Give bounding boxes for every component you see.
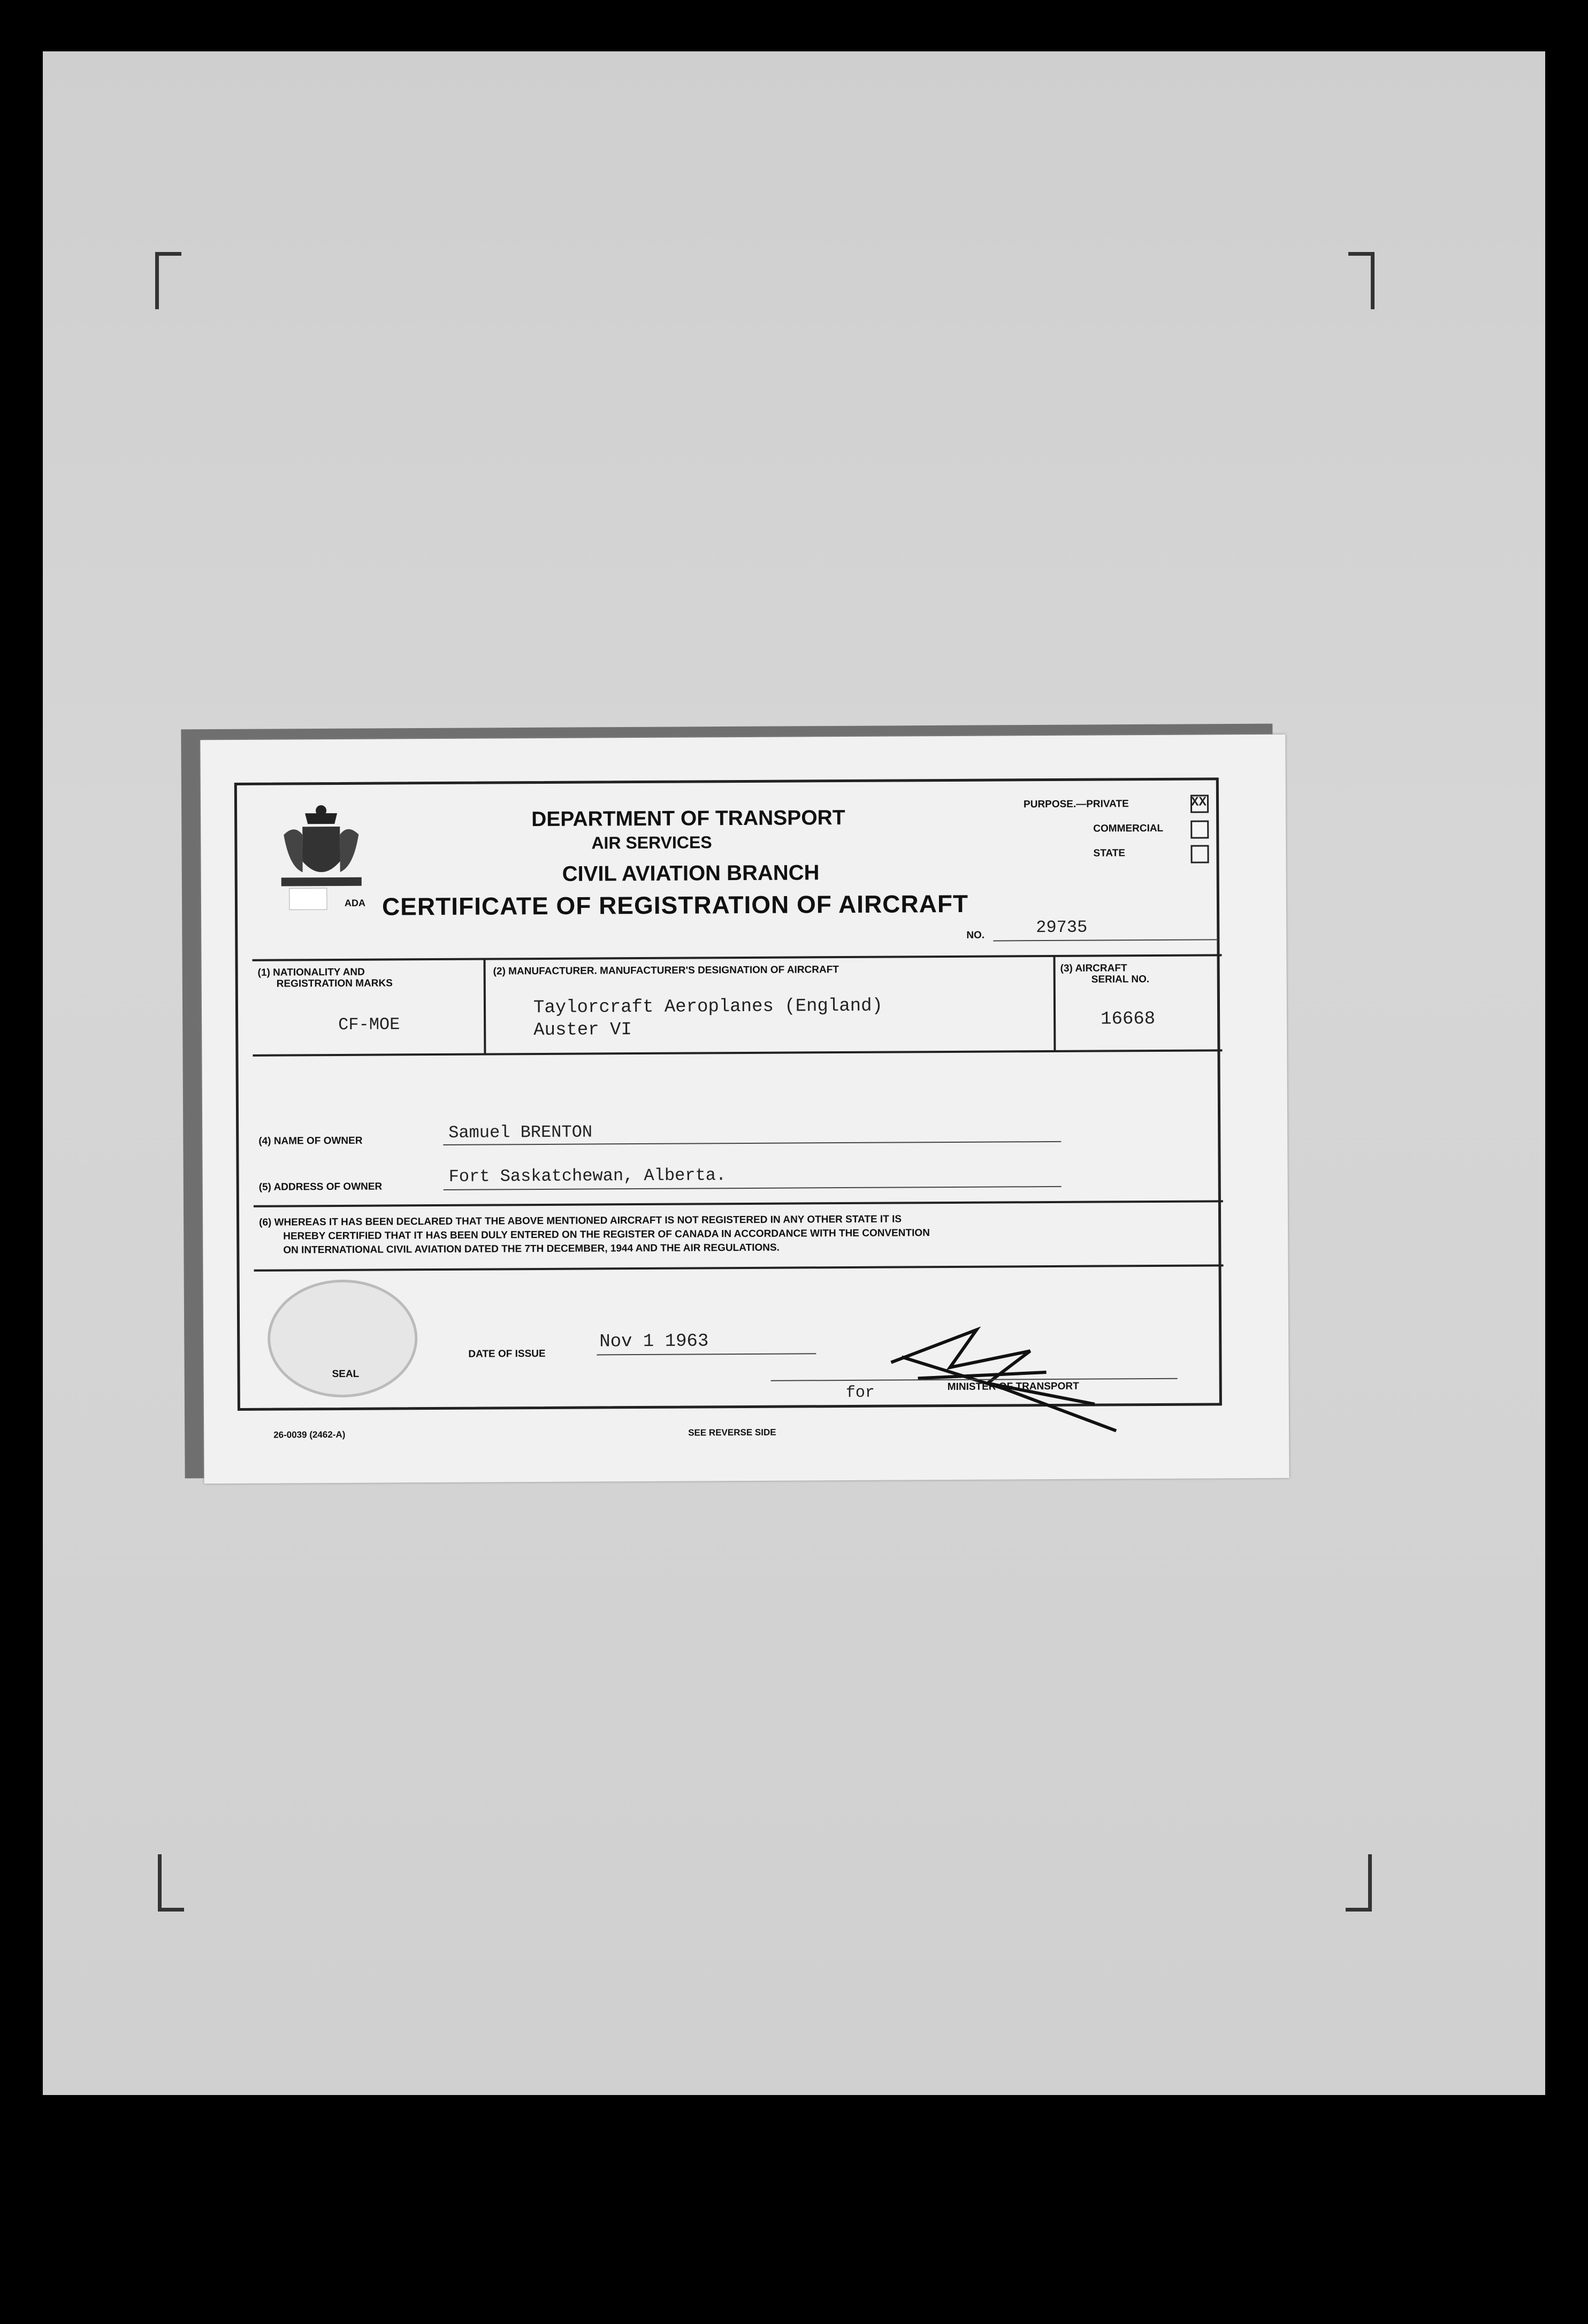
nationality-value: CF-MOE [338,1014,400,1035]
address-value: Fort Saskatchewan, Alberta. [448,1165,727,1187]
manufacturer-label: (2) MANUFACTURER. MANUFACTURER'S DESIGNATION OF AIRCRAFT [493,964,839,977]
crop-mark-bottom-right [1346,1854,1372,1912]
film-page [43,51,1545,2095]
branch-title: CIVIL AVIATION BRANCH [562,861,820,886]
registration-certificate [200,735,1289,1484]
see-reverse-side: SEE REVERSE SIDE [688,1427,776,1438]
minister-signature [869,1318,1148,1438]
purpose-private-label: PURPOSE.—PRIVATE [1023,798,1129,811]
declaration-line-1: (6) WHEREAS IT HAS BEEN DECLARED THAT THE ABOVE MENTIONED AIRCRAFT IS NOT REGISTERED IN ANY OTHER STATE IT IS [259,1213,902,1228]
nationality-label-1: (1) NATIONALITY AND [257,966,365,978]
air-services-title: AIR SERVICES [591,832,712,853]
crop-mark-top-right [1348,252,1375,309]
form-number: 26-0039 (2462-A) [273,1429,346,1440]
owner-label: (4) NAME OF OWNER [258,1135,363,1147]
seal-label: SEAL [332,1368,360,1380]
minister-label: MINISTER OF TRANSPORT [947,1380,1079,1393]
declaration-line-3: ON INTERNATIONAL CIVIL AVIATION DATED THE 7TH DECEMBER, 1944 AND THE AIR REGULATIONS. [283,1242,780,1256]
number-label: NO. [966,929,985,941]
purpose-commercial-checkbox[interactable] [1190,820,1209,838]
crop-mark-top-left [155,252,181,309]
address-label: (5) ADDRESS OF OWNER [258,1181,383,1193]
purpose-private-mark: XX [1190,795,1207,810]
department-title: DEPARTMENT OF TRANSPORT [531,806,845,831]
date-of-issue-label: DATE OF ISSUE [468,1348,546,1360]
owner-value: Samuel BRENTON [448,1122,593,1143]
manufacturer-value: Taylorcraft Aeroplanes (England) [533,996,883,1019]
purpose-private-checkbox[interactable] [1190,794,1209,813]
date-of-issue-value: Nov 1 1963 [599,1331,709,1352]
serial-label-2: SERIAL NO. [1091,974,1150,985]
certificate-title: CERTIFICATE OF REGISTRATION OF AIRCRAFT [381,889,969,921]
purpose-state-label: STATE [1093,847,1126,859]
declaration-line-2: HEREBY CERTIFIED THAT IT HAS BEEN DULY ENTERED ON THE REGISTER OF CANADA IN ACCORDANCE WITH THE CONVENTION [283,1227,930,1242]
nationality-label-2: REGISTRATION MARKS [276,977,393,990]
purpose-state-checkbox[interactable] [1190,845,1209,863]
serial-label-1: (3) AIRCRAFT [1060,962,1127,974]
purpose-commercial-label: COMMERCIAL [1093,822,1164,835]
for-text: for [845,1383,875,1403]
serial-value: 16668 [1101,1008,1156,1030]
crest-caption: ADA [344,897,366,908]
crop-mark-bottom-left [158,1854,184,1912]
aircraft-designation-value: Auster VI [533,1020,632,1041]
registration-number: 29735 [1036,917,1088,938]
